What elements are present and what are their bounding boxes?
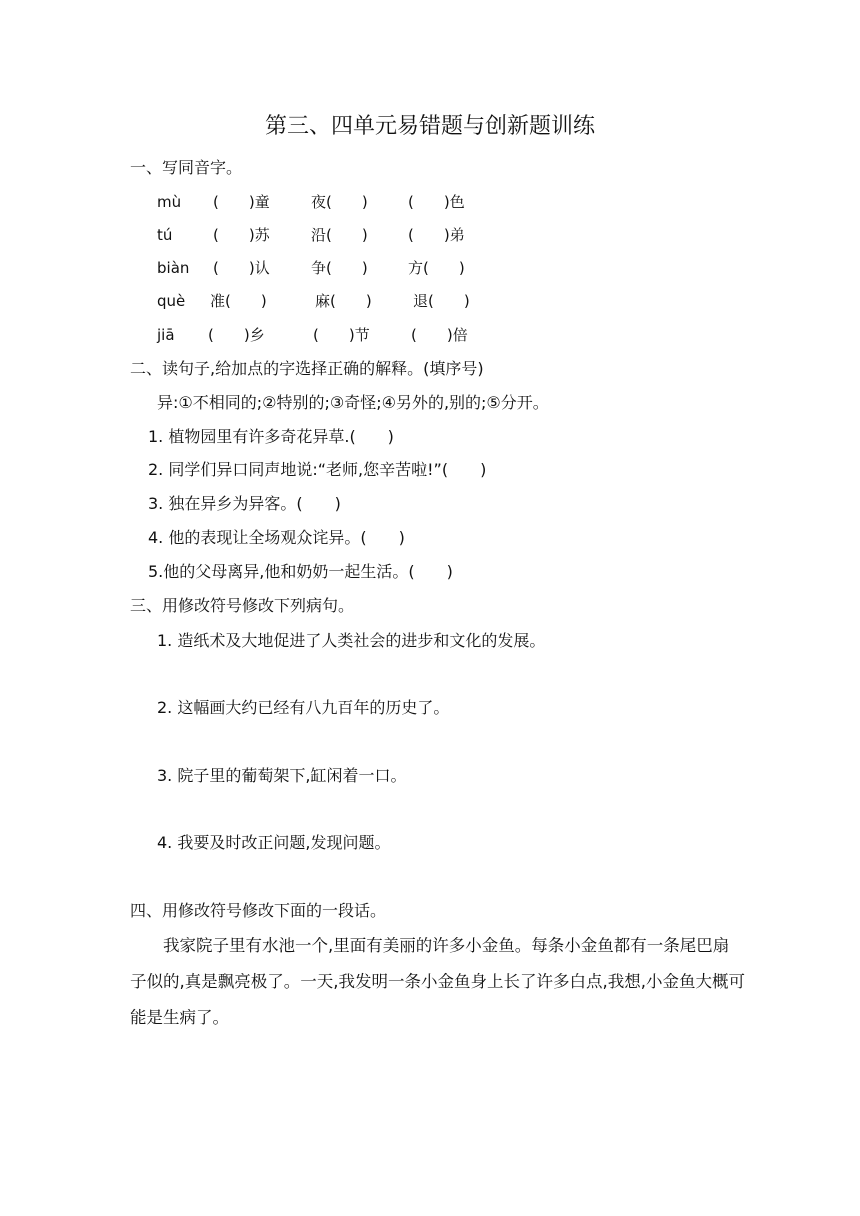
fill-blank: ( )倍: [411, 326, 468, 344]
section1-heading: 一、写同音字。: [130, 158, 243, 177]
definition-line: 异:①不相同的;②特别的;③奇怪;④另外的,别的;⑤分开。: [157, 393, 549, 412]
pinyin-label: biàn: [157, 259, 190, 277]
pinyin-label: tú: [157, 226, 173, 244]
section2-heading: 二、读句子,给加点的字选择正确的解释。(填序号): [130, 359, 484, 378]
section3-heading: 三、用修改符号修改下列病句。: [130, 596, 355, 615]
sentence-item: 4. 我要及时改正问题,发现问题。: [157, 833, 391, 852]
fill-blank: 退( ): [413, 292, 470, 310]
fill-blank: 麻( ): [315, 292, 372, 310]
section4-heading: 四、用修改符号修改下面的一段话。: [130, 901, 387, 920]
pinyin-label: jiā: [157, 326, 175, 344]
fill-blank: 准( ): [210, 292, 267, 310]
passage-paragraph: 我家院子里有水池一个,里面有美丽的许多小金鱼。每条小金鱼都有一条尾巴扇子似的,真是飘亮极了。一天,我发明一条小金鱼身上长了许多白点,我想,小金鱼大概可能是生病了。: [130, 936, 745, 1027]
question-item: 1. 植物园里有许多奇花异草.( ): [148, 427, 394, 446]
page-title: 第三、四单元易错题与创新题训练: [264, 114, 595, 139]
fill-blank: ( )弟: [408, 226, 465, 244]
fill-blank: 方( ): [408, 259, 465, 277]
fill-blank: ( )节: [313, 326, 370, 344]
fill-blank: 争( ): [311, 259, 368, 277]
fill-blank: ( )认: [213, 259, 270, 277]
fill-blank: ( )乡: [208, 326, 265, 344]
sentence-item: 1. 造纸术及大地促进了人类社会的进步和文化的发展。: [157, 631, 546, 650]
fill-blank: ( )色: [408, 193, 465, 211]
pinyin-label: mù: [157, 193, 182, 211]
question-item: 3. 独在异乡为异客。( ): [148, 494, 341, 513]
question-item: 5.他的父母离异,他和奶奶一起生活。( ): [148, 562, 453, 581]
sentence-item: 3. 院子里的葡萄架下,缸闲着一口。: [157, 766, 407, 785]
pinyin-label: què: [157, 292, 186, 310]
question-item: 2. 同学们异口同声地说:“老师,您辛苦啦!”( ): [148, 460, 487, 479]
fill-blank: ( )童: [213, 193, 270, 211]
sentence-item: 2. 这幅画大约已经有八九百年的历史了。: [157, 698, 450, 717]
fill-blank: ( )苏: [213, 226, 270, 244]
question-item: 4. 他的表现让全场观众诧异。( ): [148, 528, 405, 547]
fill-blank: 夜( ): [311, 193, 368, 211]
fill-blank: 沿( ): [311, 226, 368, 244]
